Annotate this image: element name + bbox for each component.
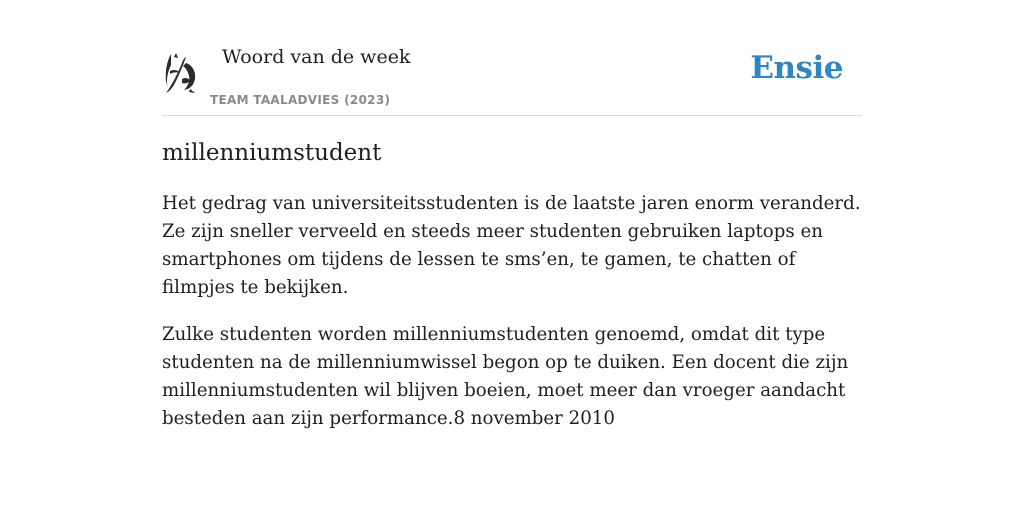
flemish-lion-logo-icon: [162, 49, 198, 95]
headword-title: millenniumstudent: [162, 140, 382, 166]
ensie-brand-logo[interactable]: Ensie: [750, 50, 843, 86]
article-card: [162, 40, 862, 433]
paragraph-1-text: Het gedrag van universiteitsstudenten is de laatste jaren enorm veranderd. Ze zijn sneller verveeld en steeds meer studenten gebruiken laptops en smartphones om tijdens de lessen te sms’en, te gamen, te chatten of filmpjes te bekijken.: [162, 193, 861, 298]
article-date: 8 november 2010: [453, 408, 615, 429]
article-header: [162, 40, 862, 116]
paragraph-2-text: Zulke studenten worden millenniumstudenten genoemd, omdat dit type studenten na de millenniumwissel begon op te duiken. Een docent die zijn millenniumstudenten wil blijven boeien, moet meer dan vroeger aandacht besteden aan zijn performance.: [162, 324, 849, 429]
article-paragraph-2: [162, 321, 862, 433]
column-title: Woord van de week: [222, 46, 411, 68]
author-label: TEAM TAALADVIES (2023): [210, 93, 391, 107]
article-paragraph-1: [162, 190, 862, 302]
